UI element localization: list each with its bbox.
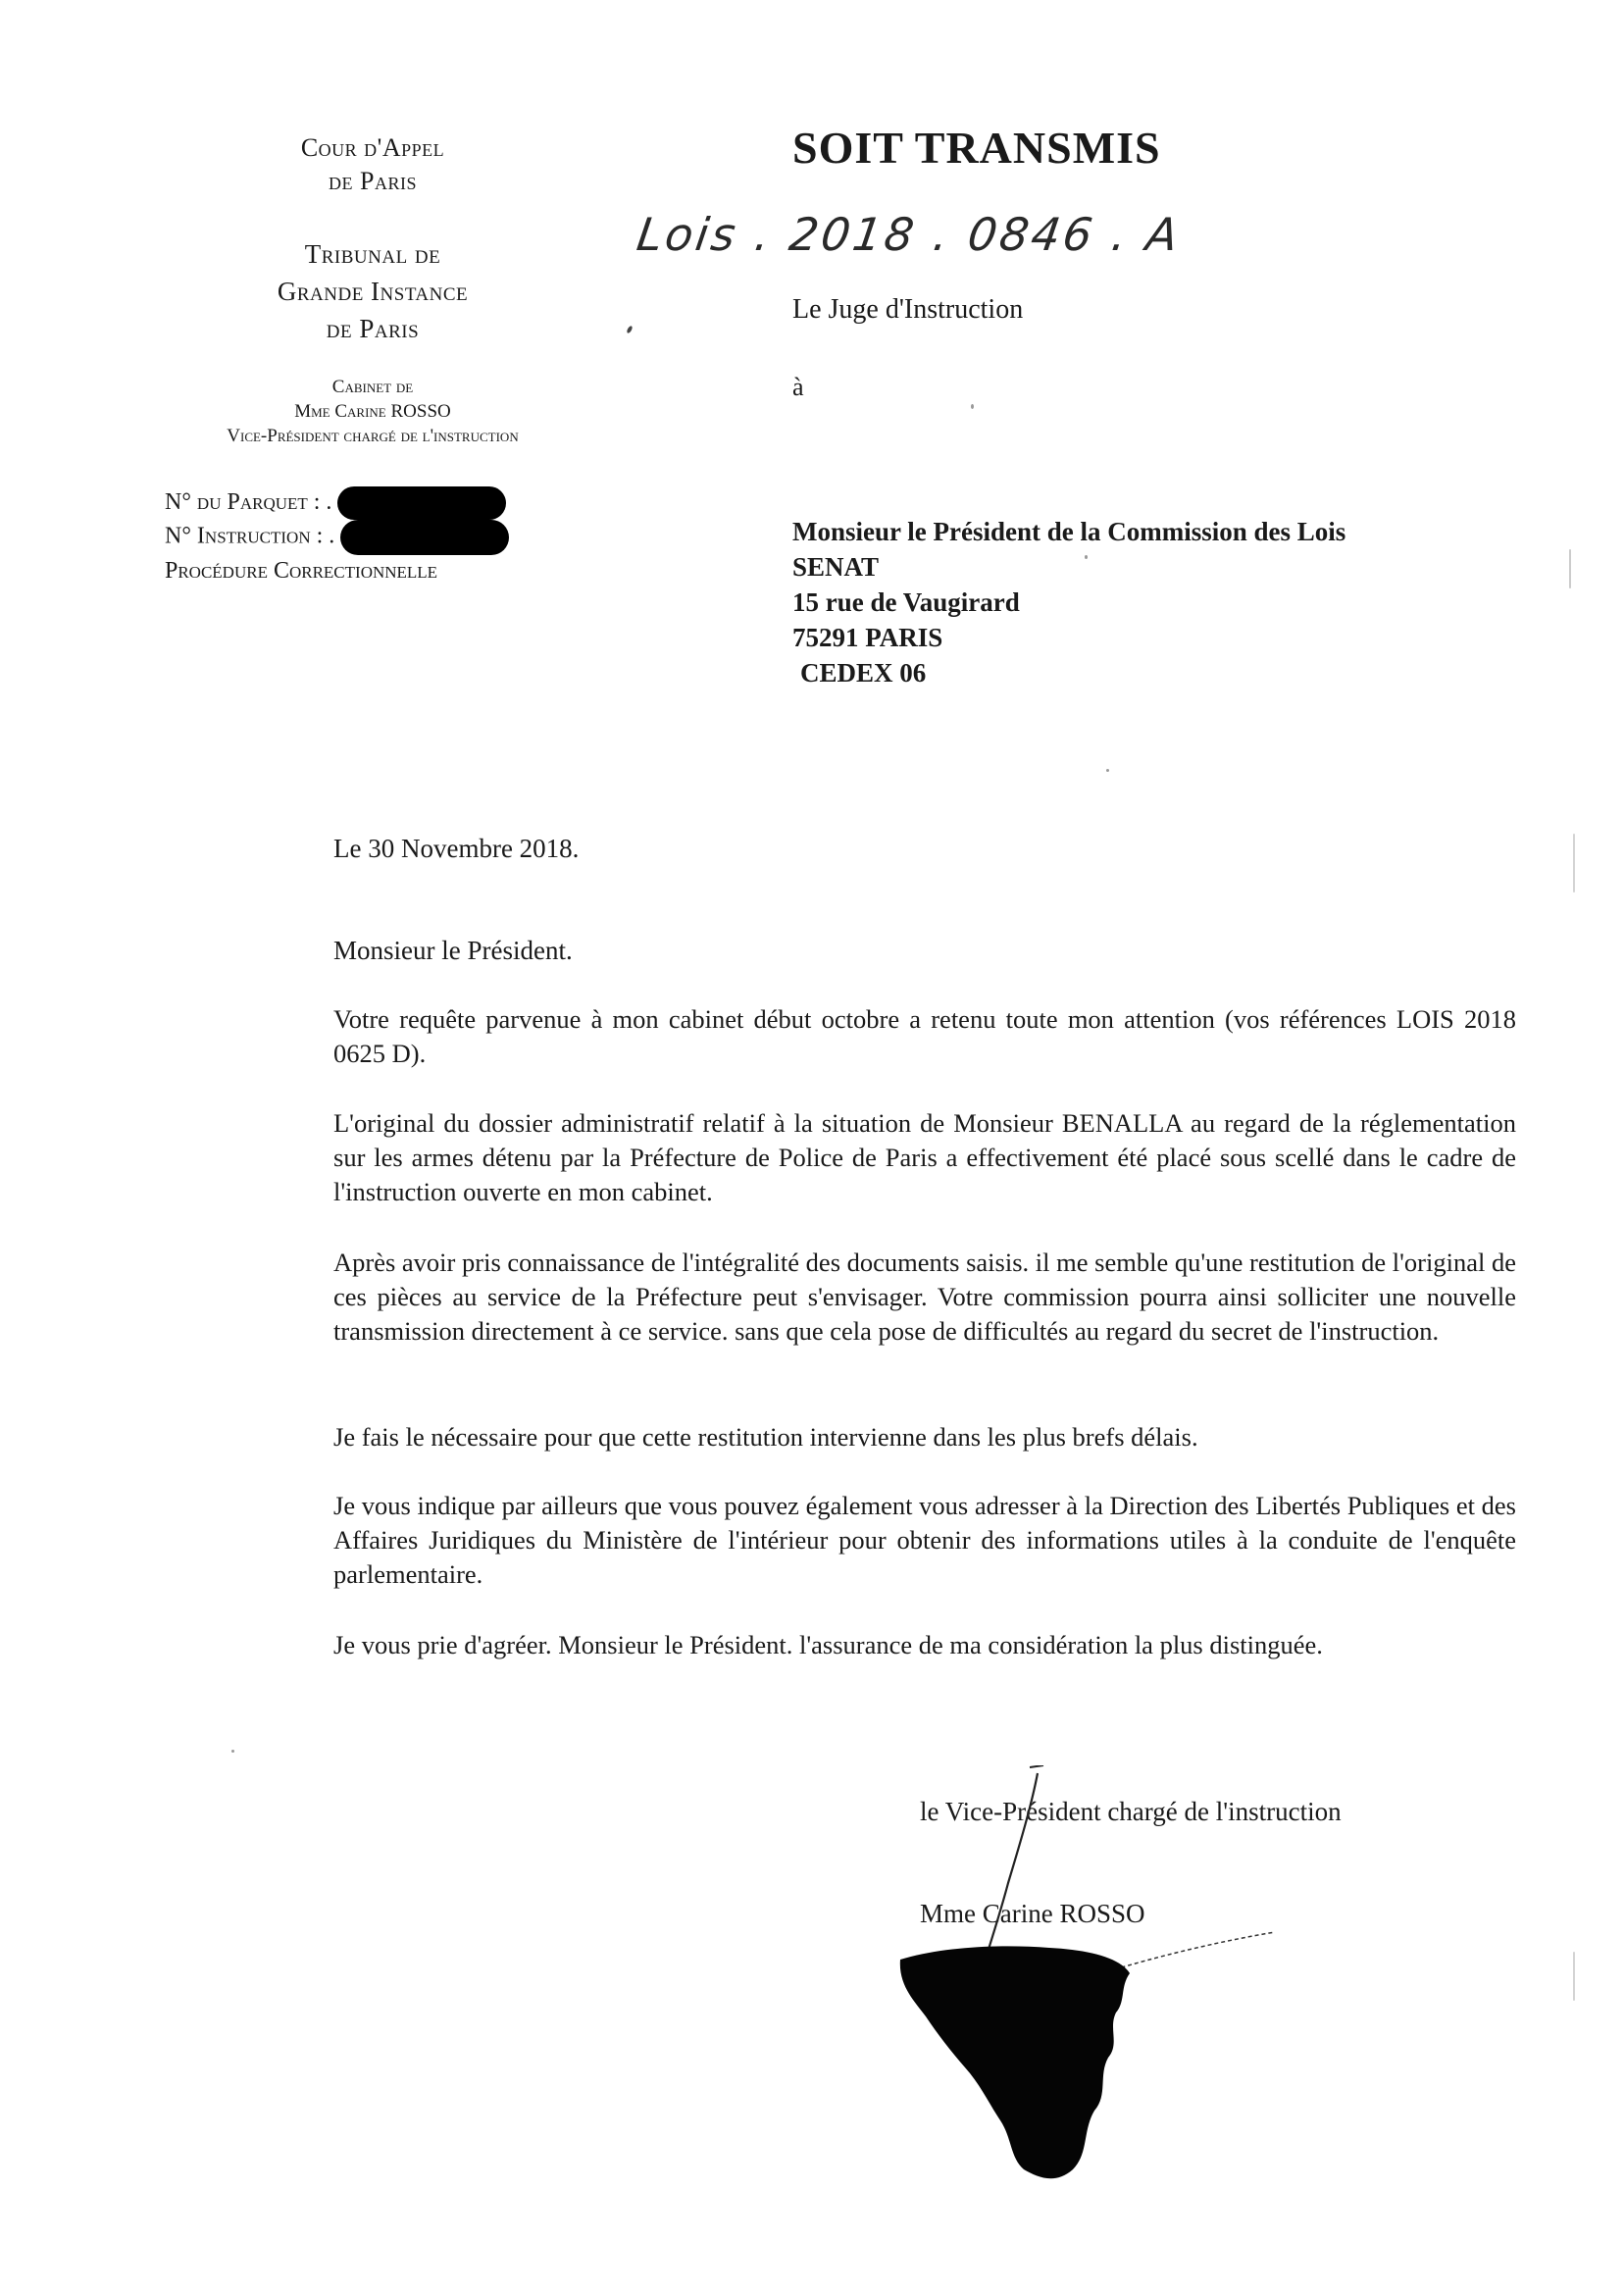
sender-title: Le Juge d'Instruction [792,294,1024,325]
cabinet-line-1: Cabinet de [331,377,414,397]
recipient-line-4: 75291 PARIS [792,623,943,652]
tribunal-line-2: Grande Instance [277,277,469,306]
cabinet-block [137,375,608,448]
signatory-title: le Vice-Président chargé de l'instruction [920,1797,1342,1826]
recipient-address [792,514,1345,690]
scan-speck [231,1750,234,1753]
instruction-row [165,520,509,555]
signature-mark [863,1765,1314,2197]
scan-speck [1085,555,1088,559]
signature-stroke [985,1773,1038,1962]
to-label: à [792,373,804,401]
recipient-line-3: 15 rue de Vaugirard [792,587,1020,617]
paragraph-3: Après avoir pris connaissance de l'intégralité des documents saisis. il me semble qu'une restitution de l'original de ces pièces au service de la Préfecture peut s'envisager. Votre commission pourra ainsi solliciter une nouvelle transmission directement à ce service. sans que cela pose de difficultés au regard du secret de l'instruction. [333,1248,1516,1346]
paragraph-1: Votre requête parvenue à mon cabinet début octobre a retenu toute mon attention (vos références LOIS 2018 0625 D). [333,1004,1516,1068]
signature-tick [1030,1765,1043,1767]
handwritten-reference: Lois . 2018 . 0846 . A [634,208,1185,261]
recipient-line-1: Monsieur le Président de la Commission des Lois [792,517,1346,546]
scan-edge-mark [1573,1952,1575,2001]
parquet-label: N° du Parquet : . [165,489,332,515]
redaction-parquet [337,486,506,520]
tribunal-name [157,235,588,347]
paragraph-2: L'original du dossier administratif relatif à la situation de Monsieur BENALLA au regard de la réglementation sur les armes détenu par la Préfecture de Police de Paris a effectivement été placé sous scellé dans le cadre de l'instruction ouverte en mon cabinet. [333,1108,1516,1206]
scan-speck [1106,769,1109,772]
recipient-line-5: CEDEX 06 [800,658,927,688]
court-name [157,131,588,198]
recipient-line-2: SENAT [792,552,880,582]
paragraph-5: Je vous indique par ailleurs que vous pouvez également vous adresser à la Direction des Libertés Publiques et des Affaires Juridiques du Ministère de l'intérieur pour obtenir des informations utiles à la conduite de l'enquête parlementaire. [333,1491,1516,1589]
scan-speck [626,326,633,334]
procedure-type: Procédure Correctionnelle [165,558,438,585]
scan-edge-mark [1569,549,1571,588]
parquet-row [165,486,509,520]
tribunal-line-3: de Paris [326,314,420,343]
cabinet-line-2: Mme Carine ROSSO [294,401,451,422]
document-title: SOIT TRANSMIS [792,123,1161,173]
court-line-2: de Paris [329,167,417,195]
salutation: Monsieur le Président. [333,936,573,965]
signature-trail [1108,1932,1275,1971]
scan-speck [971,404,974,409]
cabinet-line-3: Vice-Président chargé de l'instruction [227,426,519,446]
signatory-name: Mme Carine ROSSO [920,1899,1145,1928]
instruction-label: N° Instruction : . [165,524,335,549]
paragraph-6: Je vous prie d'agréer. Monsieur le Président. l'assurance de ma considération la plus distinguée. [333,1630,1323,1659]
court-line-1: Cour d'Appel [300,133,445,162]
letter-date: Le 30 Novembre 2018. [333,834,580,863]
paragraph-4: Je fais le nécessaire pour que cette restitution intervienne dans les plus brefs délais. [333,1422,1198,1452]
scan-edge-mark [1573,834,1575,892]
signature-redaction [900,1946,1130,2178]
redaction-instruction [340,520,509,555]
reference-numbers [165,486,509,587]
tribunal-line-1: Tribunal de [304,239,441,269]
